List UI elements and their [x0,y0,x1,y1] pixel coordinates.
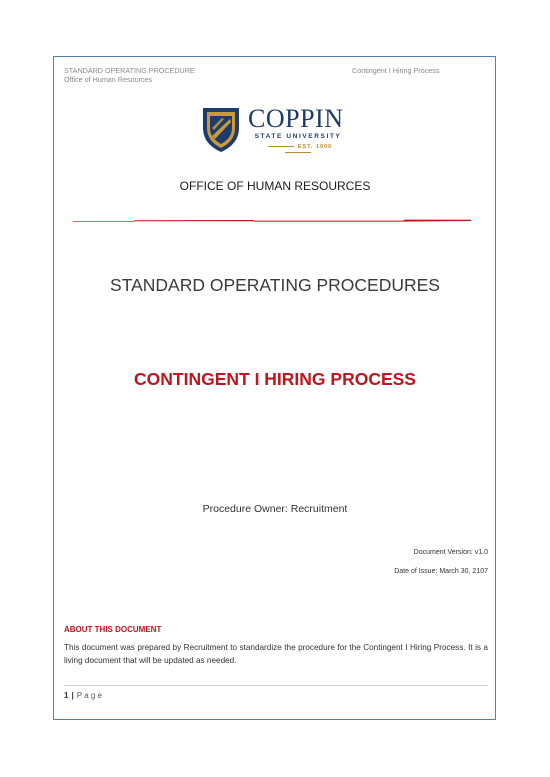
title-divider [73,219,471,222]
header-right: Contingent I Hiring Process [352,66,440,75]
footer-separator: | [71,691,74,700]
page-number: 1 [64,691,69,700]
about-body: This document was prepared by Recruitment to standardize the procedure for the Contingent I Hiring Process. It is a living document that will be updated as needed. [64,643,488,665]
date-of-issue: Date of Issue: March 30, 2107 [394,568,488,575]
header-office-label: Office of Human Resources [64,75,153,84]
shield-icon [200,106,242,154]
about-heading: ABOUT THIS DOCUMENT [64,625,162,634]
university-logo [200,106,352,156]
document-version: Document Version: v1.0 [413,549,488,556]
procedure-title: CONTINGENT I HIRING PROCESS [134,369,416,389]
document-title: STANDARD OPERATING PROCEDURES [110,275,440,295]
header-procedure-label: STANDARD OPERATING PROCEDURE [64,66,195,75]
header-left [64,66,195,84]
footer-rule [64,685,488,686]
office-title: OFFICE OF HUMAN RESOURCES [179,179,371,193]
page-label: Page [76,691,105,700]
procedure-owner: Procedure Owner: Recruitment [202,503,348,515]
page-footer [64,691,104,700]
logo-established: EST. 1900 [248,144,348,156]
logo-name: COPPIN [248,104,344,133]
logo-subtitle: STATE UNIVERSITY [254,133,342,140]
